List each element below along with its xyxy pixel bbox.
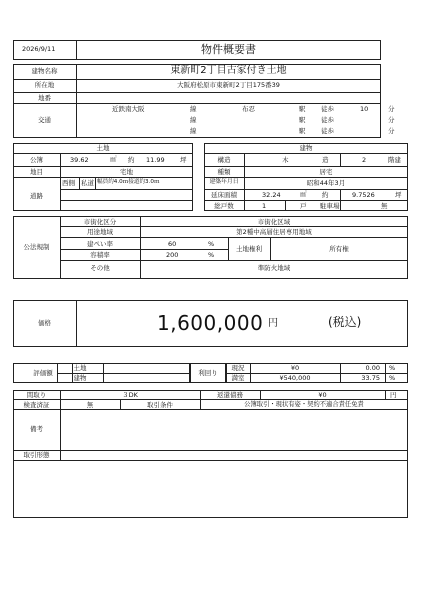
current-amount: ¥0 [290, 364, 300, 372]
conditions-label: 取引条件 [147, 401, 173, 409]
full-yield: 33.75 [361, 374, 380, 382]
road-label: 道路 [30, 192, 43, 200]
inspection-value: 無 [86, 401, 94, 409]
debt-value: ¥0 [318, 391, 327, 399]
land-category: 宅地 [120, 168, 133, 176]
floors: 2 [362, 156, 367, 164]
price-label: 価格 [38, 319, 51, 327]
zoning-label: 用途地域 [87, 228, 113, 236]
land-header: 土地 [96, 144, 110, 152]
land-rights-label: 土地権利 [236, 245, 262, 253]
conditions-value: 公簿取引・現状有姿・契約不適合責任免責 [244, 401, 364, 408]
road-detail: 幅員約4.0ｍ接道約3.0ｍ [97, 179, 160, 185]
built-date-label: 建築年月日 [209, 179, 239, 185]
valuation-land-label: 土地 [73, 364, 87, 372]
floor-area-label: 延床面積 [211, 191, 237, 199]
address: 大阪府松原市東新町2丁目175番39 [177, 81, 280, 89]
layout-value: ３DK [122, 391, 138, 399]
city-plan: 市街化区域 [257, 218, 291, 226]
built-date: 昭和44年3月 [306, 179, 346, 187]
valuation-label: 評価額 [33, 369, 53, 377]
zoning: 第2種中高層住居専用地域 [236, 228, 312, 236]
floor-area-ratio: 200 [166, 251, 179, 259]
full-amount: ¥540,000 [279, 374, 311, 382]
trade-type-label: 取引形態 [23, 451, 50, 459]
layout-label: 間取り [26, 391, 47, 399]
building-header: 建物 [299, 144, 313, 152]
building-name-label: 建物名称 [31, 67, 58, 75]
price-value: 1,600,000 [157, 311, 264, 335]
remarks-label: 備考 [30, 425, 43, 433]
units: 1 [262, 202, 267, 210]
floor-area-m2: 32.24 [262, 191, 281, 199]
structure-label: 構造 [217, 156, 231, 164]
full-label: 満室 [231, 374, 245, 382]
transport-label: 交通 [38, 116, 51, 124]
building-type: 居宅 [319, 168, 333, 176]
current-label: 現況 [231, 364, 245, 372]
page-title: 物件概要書 [201, 43, 256, 56]
land-area-tsubo: 11.99 [146, 156, 165, 164]
coverage-label: 建ぺい率 [87, 240, 113, 248]
structure: 木 [282, 156, 289, 164]
valuation-building-label: 建物 [73, 374, 87, 382]
yield-label: 利回り [198, 369, 218, 377]
parking-label: 駐車場 [320, 202, 340, 210]
building-type-label: 種類 [217, 168, 231, 176]
land-rights: 所有権 [329, 245, 349, 253]
land-category-label: 地目 [30, 168, 43, 176]
floor-area-tsubo: 9.7526 [352, 191, 375, 199]
building-name: 東新町2丁目古家付き土地 [170, 65, 287, 76]
road-direction: 西側 [62, 179, 75, 187]
issue-date: 2026/9/11 [22, 45, 56, 53]
land-area-m2: 39.62 [70, 156, 89, 164]
inspection-label: 検査済証 [23, 401, 50, 409]
regulations-label: 公法規制 [23, 243, 50, 251]
far-label: 容積率 [90, 251, 110, 259]
land-registry-label: 公簿 [30, 156, 43, 164]
coverage-ratio: 60 [168, 240, 177, 248]
property-summary-sheet: 2026/9/11 物件概要書 建物名称 東新町2丁目古家付き土地 所在地 大阪府松原市東新町2丁目175番39 地番 交通 近鉄南大阪 線 布忍 駅 徒歩 10 分 線 駅 徒歩 分 線 駅 徒歩 分 土地 公簿 39.62 ㎡ 約 11.99 坪 地目 宅地 道路 西側 私道 幅員約4.0ｍ接道約3.0ｍ 建物 構造 木 造 2 階建 種類 居宅 建築年月日 昭和44年3月 延床面積 32.24 ㎡ 約 9.7526 坪 総戸数 1 戸 駐車場 無 公法規制 市街化区分 市街化区域 用途地域 第2種中高層住居専用地域 建ぺい率 60 % 容積率 200 % 土地権利 所有権 その他 準防火地域 価格 1,600,000 円 (税込) 評価額 土地 建物 利回り 現況 ¥0 0.00 % 満室 ¥540,000 33.75 % 間取り ３DK 返還債務 ¥0 円 検査済証 無 取引条件 公簿取引・現状有姿・契約不適合責任免責 備考 取引形態 [0, 0, 432, 610]
other-label: その他 [90, 264, 110, 272]
current-yield: 0.00 [365, 364, 380, 372]
units-label: 総戸数 [214, 202, 234, 210]
price-unit: 円 [268, 318, 278, 329]
road-type: 私道 [81, 179, 94, 187]
debt-label: 返還債務 [217, 391, 243, 399]
address-label: 所在地 [34, 81, 55, 89]
tax-included: (税込) [328, 315, 362, 329]
other-restrictions: 準防火地域 [257, 264, 291, 272]
lot-number-label: 地番 [38, 94, 51, 102]
parking: 無 [381, 202, 388, 210]
city-plan-label: 市街化区分 [83, 218, 117, 226]
